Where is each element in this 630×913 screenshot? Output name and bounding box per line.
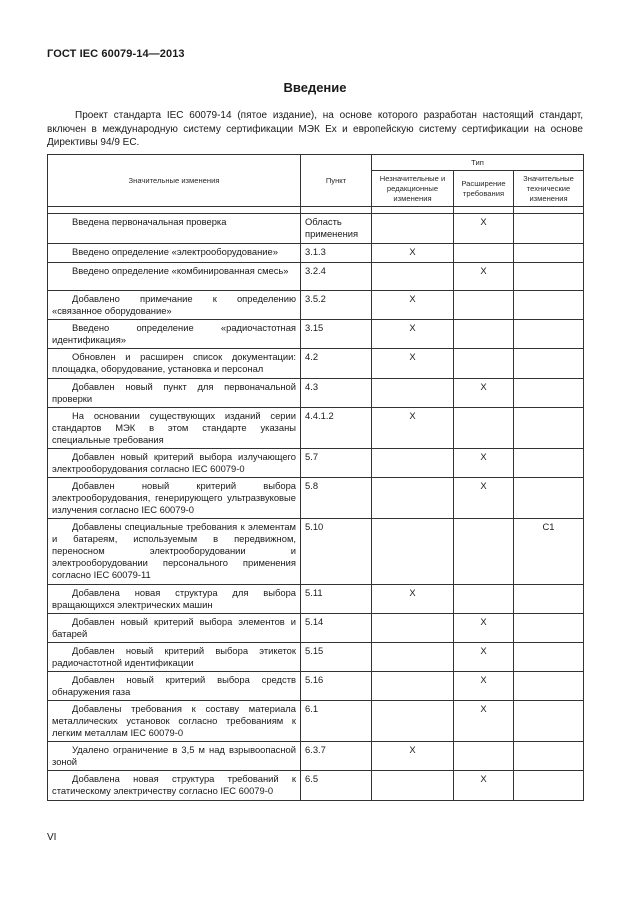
table-row xyxy=(48,519,584,585)
table-row xyxy=(48,408,584,449)
clause-cell: Область применения xyxy=(301,214,372,244)
clause-cell: 3.15 xyxy=(301,320,372,349)
clause-cell: 4.3 xyxy=(301,379,372,408)
extension-mark-cell: X xyxy=(454,214,514,244)
minor-mark-cell xyxy=(372,519,454,585)
change-cell xyxy=(48,349,301,379)
extension-mark-cell xyxy=(454,320,514,349)
change-text: Введено определение «радиочастотная идентификация» xyxy=(52,322,296,345)
changes-table xyxy=(47,154,584,801)
extension-mark-cell xyxy=(454,408,514,449)
change-cell xyxy=(48,320,301,349)
major-mark-cell xyxy=(514,672,584,701)
change-text: Введено определение «электрооборудование» xyxy=(72,246,278,257)
minor-mark-cell xyxy=(372,478,454,519)
major-mark-cell xyxy=(514,408,584,449)
table-row xyxy=(48,449,584,478)
clause-cell: 3.2.4 xyxy=(301,263,372,291)
major-mark-cell xyxy=(514,320,584,349)
clause-cell: 5.14 xyxy=(301,614,372,643)
change-cell xyxy=(48,478,301,519)
change-text: Введена первоначальная проверка xyxy=(72,216,227,227)
table-row xyxy=(48,643,584,672)
table-row xyxy=(48,614,584,643)
clause-cell: 4.4.1.2 xyxy=(301,408,372,449)
header-type: Тип xyxy=(372,155,584,171)
extension-mark-cell xyxy=(454,519,514,585)
minor-mark-cell: X xyxy=(372,244,454,263)
major-mark-cell xyxy=(514,449,584,478)
change-text: Добавлена новая структура требований к статическому электричеству согласно IEC 60079-0 xyxy=(52,773,296,796)
table-row xyxy=(48,701,584,742)
extension-mark-cell: X xyxy=(454,449,514,478)
change-cell xyxy=(48,672,301,701)
minor-mark-cell: X xyxy=(372,585,454,614)
extension-mark-cell: X xyxy=(454,614,514,643)
header-clause: Пункт xyxy=(301,155,372,207)
clause-cell: 5.16 xyxy=(301,672,372,701)
minor-mark-cell xyxy=(372,614,454,643)
minor-mark-cell xyxy=(372,672,454,701)
change-cell xyxy=(48,214,301,244)
table-row xyxy=(48,379,584,408)
minor-mark-cell xyxy=(372,643,454,672)
extension-mark-cell xyxy=(454,349,514,379)
extension-mark-cell xyxy=(454,742,514,771)
header-minor: Незначительные и редакционные изменения xyxy=(372,171,454,207)
table-row xyxy=(48,320,584,349)
change-text: Добавлен новый критерий выбора элементов и батарей xyxy=(52,616,296,639)
clause-cell: 5.7 xyxy=(301,449,372,478)
clause-cell: 3.1.3 xyxy=(301,244,372,263)
change-cell xyxy=(48,379,301,408)
minor-mark-cell xyxy=(372,449,454,478)
clause-cell: 6.3.7 xyxy=(301,742,372,771)
major-mark-cell xyxy=(514,349,584,379)
major-mark-cell xyxy=(514,643,584,672)
extension-mark-cell: X xyxy=(454,263,514,291)
major-mark-cell: C1 xyxy=(514,519,584,585)
table-row xyxy=(48,263,584,291)
change-text: Добавлены требования к составу материала металлических установок согласно требованиям к легким металлам IEC 60079-0 xyxy=(52,703,296,738)
change-text: Добавлена новая структура для выбора вращающихся электрических машин xyxy=(52,587,296,610)
extension-mark-cell: X xyxy=(454,672,514,701)
change-text: Удалено ограничение в 3,5 м над взрывоопасной зоной xyxy=(52,744,296,767)
change-text: Добавлен новый критерий выбора электрооборудования, генерирующего ультразвуковые излучения согласно IEC 60079-0 xyxy=(52,480,296,515)
major-mark-cell xyxy=(514,379,584,408)
major-mark-cell xyxy=(514,585,584,614)
header-major: Значительные технические изменения xyxy=(514,171,584,207)
table-row xyxy=(48,771,584,801)
clause-cell: 6.5 xyxy=(301,771,372,801)
extension-mark-cell: X xyxy=(454,379,514,408)
major-mark-cell xyxy=(514,771,584,801)
change-cell xyxy=(48,519,301,585)
change-cell xyxy=(48,263,301,291)
minor-mark-cell: X xyxy=(372,320,454,349)
minor-mark-cell xyxy=(372,214,454,244)
change-text: Добавлен новый критерий выбора этикеток радиочастотной идентификации xyxy=(52,645,296,668)
intro-text: Проект стандарта IEC 60079-14 (пятое издание), на основе которого разработан настоящий стандарт, включен в международную систему сертификации МЭК Ex и европейскую систему сертификации на основе Директивы 94/9 ЕС. xyxy=(47,110,583,148)
extension-mark-cell xyxy=(454,291,514,320)
clause-cell: 5.15 xyxy=(301,643,372,672)
clause-cell: 5.8 xyxy=(301,478,372,519)
change-cell xyxy=(48,701,301,742)
clause-cell: 5.11 xyxy=(301,585,372,614)
header-extension: Расширение требования xyxy=(454,171,514,207)
minor-mark-cell: X xyxy=(372,408,454,449)
minor-mark-cell xyxy=(372,379,454,408)
change-text: Добавлены специальные требования к элементам и батареям, используемым в передвижном, переносном электрооборудовании и электрооборудовании персонального применения согласно IEC 60079-11 xyxy=(52,521,296,580)
major-mark-cell xyxy=(514,614,584,643)
change-cell xyxy=(48,771,301,801)
table-row xyxy=(48,291,584,320)
table-body xyxy=(48,214,584,801)
extension-mark-cell: X xyxy=(454,771,514,801)
section-title: Введение xyxy=(283,80,347,95)
extension-mark-cell xyxy=(454,585,514,614)
table-row xyxy=(48,742,584,771)
minor-mark-cell xyxy=(372,771,454,801)
clause-cell: 3.5.2 xyxy=(301,291,372,320)
extension-mark-cell: X xyxy=(454,701,514,742)
change-cell xyxy=(48,244,301,263)
change-text: Добавлен новый критерий выбора излучающего электрооборудования согласно IEC 60079-0 xyxy=(52,451,296,474)
change-text: На основании существующих изданий серии стандартов МЭК в этом стандарте указаны специальные требования xyxy=(52,410,296,445)
clause-cell: 5.10 xyxy=(301,519,372,585)
change-text: Введено определение «комбинированная смесь» xyxy=(72,265,289,276)
header-changes: Значительные изменения xyxy=(48,155,301,207)
change-text: Добавлен новый пункт для первоначальной проверки xyxy=(52,381,296,404)
change-text: Добавлено примечание к определению «связанное оборудование» xyxy=(52,293,296,316)
major-mark-cell xyxy=(514,742,584,771)
major-mark-cell xyxy=(514,214,584,244)
change-cell xyxy=(48,585,301,614)
extension-mark-cell xyxy=(454,244,514,263)
minor-mark-cell: X xyxy=(372,349,454,379)
extension-mark-cell: X xyxy=(454,643,514,672)
extension-mark-cell: X xyxy=(454,478,514,519)
table-row xyxy=(48,585,584,614)
minor-mark-cell: X xyxy=(372,742,454,771)
page-number: VI xyxy=(47,832,57,843)
minor-mark-cell xyxy=(372,701,454,742)
major-mark-cell xyxy=(514,701,584,742)
minor-mark-cell: X xyxy=(372,291,454,320)
minor-mark-cell xyxy=(372,263,454,291)
major-mark-cell xyxy=(514,244,584,263)
change-cell xyxy=(48,742,301,771)
major-mark-cell xyxy=(514,478,584,519)
change-cell xyxy=(48,449,301,478)
clause-cell: 6.1 xyxy=(301,701,372,742)
table-row xyxy=(48,478,584,519)
major-mark-cell xyxy=(514,263,584,291)
change-text: Обновлен и расширен список документации: площадка, оборудование, установка и персонал xyxy=(52,351,296,374)
table-row xyxy=(48,672,584,701)
change-cell xyxy=(48,643,301,672)
clause-cell: 4.2 xyxy=(301,349,372,379)
table-row xyxy=(48,349,584,379)
change-cell xyxy=(48,408,301,449)
change-cell xyxy=(48,614,301,643)
table-row xyxy=(48,244,584,263)
table-row xyxy=(48,214,584,244)
major-mark-cell xyxy=(514,291,584,320)
intro-paragraph xyxy=(47,109,583,150)
change-cell xyxy=(48,291,301,320)
change-text: Добавлен новый критерий выбора средств обнаружения газа xyxy=(52,674,296,697)
standard-code-header: ГОСТ IEC 60079-14—2013 xyxy=(47,48,185,60)
